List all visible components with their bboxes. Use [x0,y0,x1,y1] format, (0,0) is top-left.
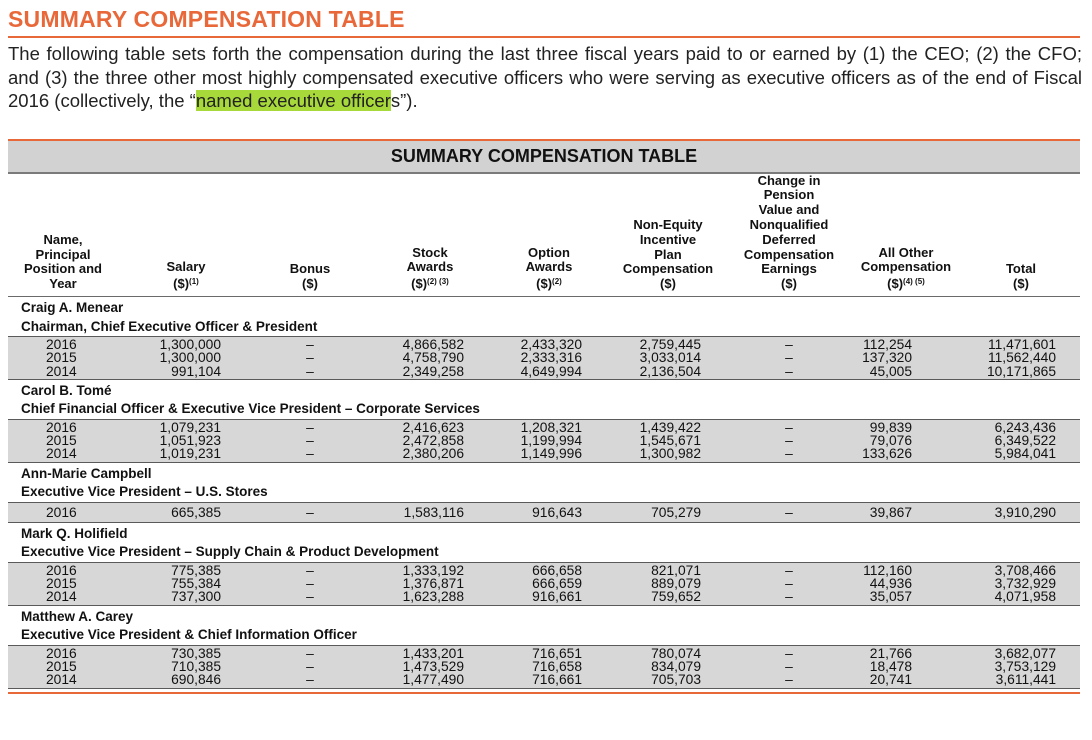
cell-pension: – [785,350,793,366]
cell-salary: 1,019,231 [159,446,221,462]
column-header-name [8,233,118,292]
column-header-line: Deferred [762,231,816,247]
cell-option: 916,661 [532,589,582,605]
cell-all-other: 21,766 [869,645,912,661]
cell-all-other: 133,626 [862,446,912,462]
cell-bonus: – [306,562,314,578]
cell-total: 6,349,522 [994,433,1056,449]
cell-option: 4,649,994 [520,363,582,379]
column-header-total [976,262,1066,292]
column-header-line: Total [1005,261,1037,277]
cell-total: 11,562,440 [987,350,1056,366]
cell-all-other: 45,005 [869,363,912,379]
cell-stock: 1,583,116 [403,504,464,520]
column-header-line: Change in [757,172,821,188]
cell-option: 716,651 [532,645,582,661]
cell-salary: 710,385 [171,658,221,674]
column-header-bonus [265,262,355,292]
cell-non-equity: 759,652 [651,589,701,605]
footnote-ref: (4) (5) [903,277,925,287]
column-header-line: Nonqualified [749,217,829,233]
cell-all-other: 79,076 [869,433,912,449]
footnote-ref: (2) (3) [427,277,449,287]
column-header-stock [375,246,485,292]
cell-year: 2015 [46,658,77,674]
cell-stock: 4,866,582 [402,337,464,352]
heading-rule [8,36,1080,38]
cell-total: 6,243,436 [994,419,1056,435]
cell-year: 2015 [46,350,77,366]
cell-bonus: – [306,363,314,379]
compensation-rows [8,336,1080,380]
cell-option: 2,333,316 [520,350,582,366]
cell-option: 2,433,320 [520,337,582,352]
cell-total: 3,732,929 [994,576,1056,592]
cell-year: 2016 [46,562,77,578]
cell-all-other: 35,057 [869,589,912,605]
column-header-line: Option [528,244,570,260]
cell-year: 2014 [46,589,77,605]
cell-salary: 1,051,923 [159,433,221,449]
executive-name: Ann-Marie Campbell [21,465,152,481]
column-header-option [499,246,599,292]
column-header-line: Compensation [860,259,952,275]
cell-non-equity: 2,759,445 [639,337,701,352]
table-row [8,365,1080,378]
cell-salary: 690,846 [171,672,221,688]
column-header-all-other [846,246,966,292]
cell-bonus: – [306,337,314,352]
column-header-line: Principal [35,246,91,262]
cell-salary: 665,385 [171,504,221,520]
cell-non-equity: 821,071 [651,562,701,578]
column-header-pension [729,174,849,292]
cell-year: 2016 [46,419,77,435]
cell-bonus: – [306,672,314,688]
cell-pension: – [785,589,793,605]
cell-stock: 1,376,871 [402,576,464,592]
cell-salary: 755,384 [171,576,221,592]
table-row [8,421,1080,434]
column-header-line: Position and [24,261,102,277]
cell-all-other: 112,254 [863,337,912,352]
cell-pension: – [785,562,793,578]
column-header-line: Plan [654,246,682,262]
column-header-line: Incentive [639,231,697,247]
cell-bonus: – [306,350,314,366]
cell-total: 3,753,129 [994,658,1056,674]
table-row [8,564,1080,577]
compensation-rows [8,419,1080,463]
cell-salary: 730,385 [171,645,221,661]
column-header-line: ($) [173,276,190,292]
cell-stock: 1,433,201 [402,645,464,661]
cell-salary: 775,385 [171,562,221,578]
executive-name: Mark Q. Holifield [21,525,128,541]
table-row [8,660,1080,673]
column-header-line: ($) [536,276,553,292]
cell-stock: 1,473,529 [402,658,464,674]
table-bottom-rule [8,692,1080,694]
cell-pension: – [785,419,793,435]
column-header-line: Compensation [622,261,714,277]
executive-name: Carol B. Tomé [21,382,112,398]
column-header-line: ($) [302,276,318,292]
column-header-line: Earnings [761,261,817,277]
cell-all-other: 112,160 [863,562,912,578]
column-header-line: All Other [878,244,934,260]
cell-year: 2016 [46,337,77,352]
column-header-line: ($) [411,276,428,292]
cell-salary: 737,300 [171,589,221,605]
column-header-line: Pension [763,187,815,203]
cell-total: 11,471,601 [987,337,1056,352]
cell-total: 3,682,077 [994,645,1056,661]
cell-all-other: 39,867 [869,504,912,520]
cell-bonus: – [306,589,314,605]
cell-option: 1,208,321 [520,419,582,435]
column-header-non-equity [608,218,728,292]
table-row [8,338,1080,351]
cell-total: 10,171,865 [986,363,1056,379]
footnote-ref: (2) [552,277,562,287]
cell-pension: – [785,645,793,661]
cell-all-other: 44,936 [869,576,912,592]
cell-total: 5,984,041 [994,446,1056,462]
column-header-line: ($) [887,276,904,292]
cell-bonus: – [306,658,314,674]
table-row [8,647,1080,660]
cell-year: 2014 [46,446,77,462]
table-row [8,504,1080,521]
cell-non-equity: 2,136,504 [639,363,701,379]
cell-year: 2015 [46,576,77,592]
column-header-line: Stock [412,244,448,260]
executive-title: Chairman, Chief Executive Officer & President [21,318,318,334]
footnote-ref: (1) [189,277,199,287]
column-header-line: Value and [758,202,820,218]
column-header-line: Salary [166,259,206,275]
cell-salary: 1,300,000 [159,337,221,352]
cell-option: 1,199,994 [520,433,582,449]
cell-stock: 2,380,206 [402,446,464,462]
column-header-line: ($) [660,276,676,292]
cell-year: 2016 [46,504,77,520]
cell-non-equity: 780,074 [651,645,701,661]
column-header-line: Bonus [289,261,331,277]
cell-pension: – [785,337,793,352]
cell-pension: – [785,363,793,379]
compensation-rows [8,502,1080,523]
cell-year: 2016 [46,645,77,661]
summary-compensation-table [8,139,1080,694]
column-header-salary [141,260,231,292]
cell-option: 666,658 [532,562,582,578]
cell-pension: – [785,576,793,592]
cell-bonus: – [306,645,314,661]
cell-option: 716,661 [532,672,582,688]
cell-total: 3,910,290 [994,504,1056,520]
cell-pension: – [785,658,793,674]
cell-option: 916,643 [532,504,582,520]
cell-year: 2014 [46,672,77,688]
executive-name: Craig A. Menear [21,300,124,315]
intro-paragraph [8,42,1082,113]
cell-stock: 2,472,858 [402,433,464,449]
cell-bonus: – [306,446,314,462]
cell-option: 716,658 [532,658,582,674]
intro-text-before: The following table sets forth the compensation during the last three fiscal years paid to or earned by (1) the CEO; (2) the CFO; and (3) the three other most highly compensated executive officers who were serving as executive officers as of the end of Fiscal 2016 (collectively, the “ [8,43,1082,111]
cell-stock: 1,333,192 [402,562,464,578]
compensation-rows [8,645,1080,689]
cell-salary: 1,079,231 [159,419,221,435]
cell-bonus: – [306,504,314,520]
cell-salary: 991,104 [171,363,221,379]
cell-pension: – [785,433,793,449]
table-row [8,577,1080,590]
cell-option: 1,149,996 [520,446,582,462]
cell-stock: 1,477,490 [402,672,464,688]
cell-all-other: 99,839 [869,419,912,435]
cell-stock: 1,623,288 [402,589,464,605]
cell-non-equity: 1,545,671 [639,433,701,449]
column-header-row [8,174,1080,297]
column-header-line: Compensation [743,246,835,262]
cell-non-equity: 834,079 [651,658,701,674]
cell-non-equity: 889,079 [651,576,701,592]
table-row [8,351,1080,364]
table-row [8,447,1080,460]
highlighted-term: named executive officer [195,90,391,111]
cell-salary: 1,300,000 [159,350,221,366]
column-header-line: Name, [43,231,83,247]
table-row [8,673,1080,686]
cell-pension: – [785,672,793,688]
cell-pension: – [785,504,793,520]
column-header-line: ($) [1013,276,1029,292]
cell-pension: – [785,446,793,462]
cell-stock: 2,349,258 [402,363,464,379]
cell-non-equity: 1,300,982 [639,446,701,462]
cell-bonus: – [306,419,314,435]
cell-bonus: – [306,433,314,449]
table-row [8,434,1080,447]
cell-bonus: – [306,576,314,592]
cell-year: 2014 [46,363,77,379]
table-banner: SUMMARY COMPENSATION TABLE [8,141,1080,174]
column-header-line: Non-Equity [633,217,703,233]
cell-non-equity: 705,703 [651,672,701,688]
cell-total: 3,708,466 [994,562,1056,578]
cell-all-other: 18,478 [869,658,912,674]
executive-title: Executive Vice President – U.S. Stores [21,484,268,500]
column-header-line: Awards [525,259,573,275]
executive-title: Executive Vice President & Chief Information Officer [21,627,357,643]
column-header-line: Awards [406,259,454,275]
table-row [8,590,1080,603]
section-heading: SUMMARY COMPENSATION TABLE [8,6,405,32]
compensation-rows [8,562,1080,606]
cell-non-equity: 3,033,014 [639,350,701,366]
executive-title: Executive Vice President – Supply Chain & Product Development [21,544,439,560]
column-header-line: ($) [781,276,797,292]
executive-title: Chief Financial Officer & Executive Vice President – Corporate Services [21,401,480,417]
cell-option: 666,659 [532,576,582,592]
cell-total: 3,611,441 [995,672,1056,688]
cell-all-other: 20,741 [869,672,912,688]
cell-stock: 2,416,623 [402,419,464,435]
cell-all-other: 137,320 [862,350,912,366]
cell-stock: 4,758,790 [402,350,464,366]
cell-year: 2015 [46,433,77,449]
executive-name: Matthew A. Carey [21,608,134,624]
cell-total: 4,071,958 [994,589,1056,605]
cell-non-equity: 705,279 [651,504,701,520]
intro-text-after: s”). [390,90,418,111]
table-body [8,299,1080,689]
column-header-line: Year [49,276,77,292]
cell-non-equity: 1,439,422 [639,419,701,435]
